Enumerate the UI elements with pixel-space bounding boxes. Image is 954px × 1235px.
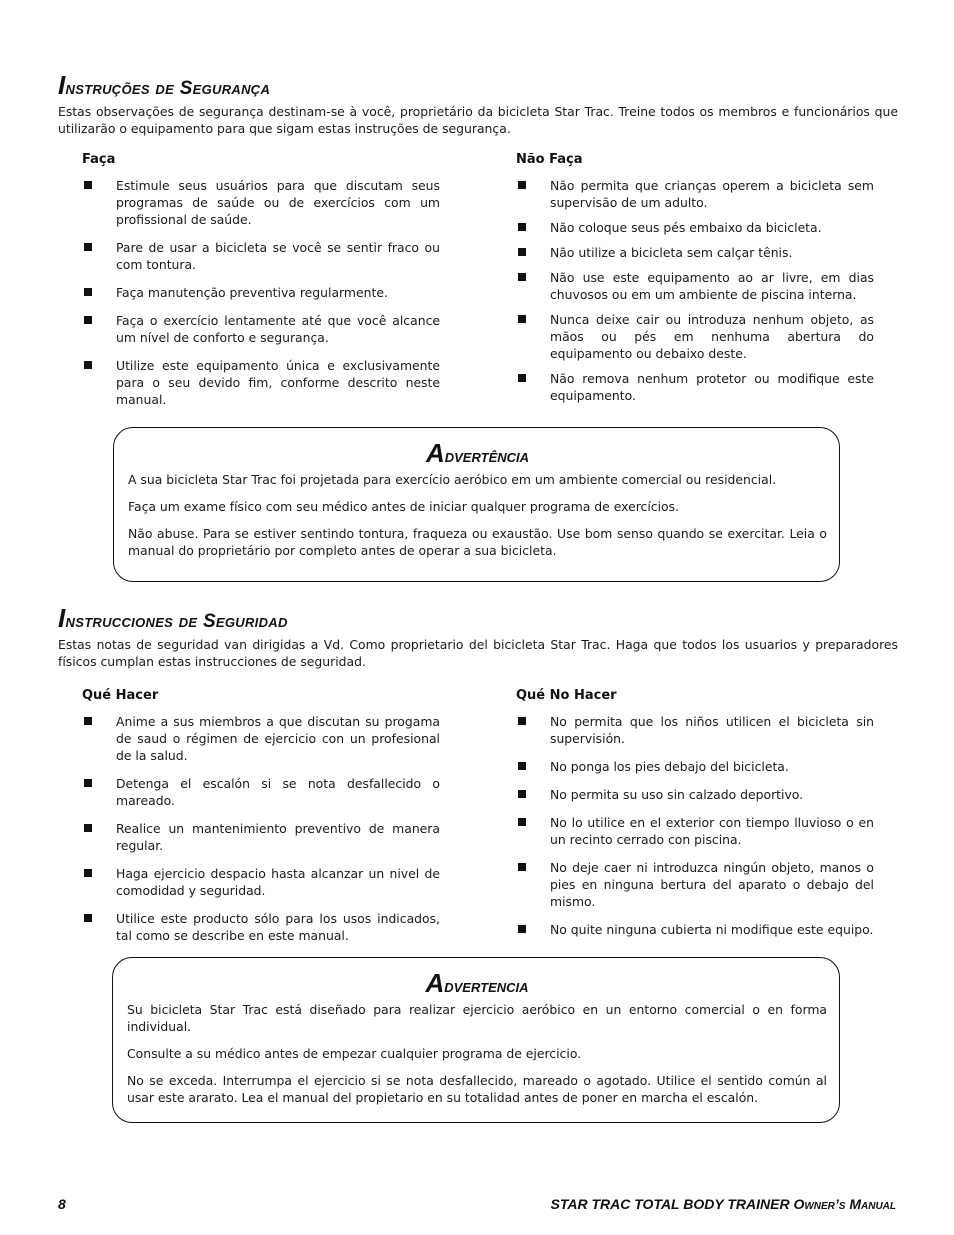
list-item: No quite ninguna cubierta ni modifique este equipo. bbox=[492, 921, 874, 938]
square-bullet-icon bbox=[84, 914, 92, 922]
list-item: Detenga el escalón si se nota desfallecido o mareado. bbox=[58, 775, 440, 809]
pt-dont-heading: Não Faça bbox=[516, 152, 583, 167]
pt-do-heading: Faça bbox=[82, 152, 116, 167]
square-bullet-icon bbox=[84, 243, 92, 251]
square-bullet-icon bbox=[518, 374, 526, 382]
square-bullet-icon bbox=[518, 223, 526, 231]
square-bullet-icon bbox=[84, 779, 92, 787]
es-warning-box bbox=[112, 957, 840, 1123]
list-item: Não coloque seus pés embaixo da bicicleta. bbox=[492, 219, 874, 236]
list-item: Faça o exercício lentamente até que você alcance um nível de conforto e segurança. bbox=[58, 312, 440, 346]
square-bullet-icon bbox=[84, 717, 92, 725]
list-item: No permita su uso sin calzado deportivo. bbox=[492, 786, 874, 803]
square-bullet-icon bbox=[518, 248, 526, 256]
list-item: Nunca deixe cair ou introduza nenhum objeto, as mãos ou pés em nenhuma abertura do equipamento ou debaixo deste. bbox=[492, 311, 874, 362]
list-item: No ponga los pies debajo del bicicleta. bbox=[492, 758, 874, 775]
manual-title: STAR TRAC TOTAL BODY TRAINER Owner’s Manual bbox=[550, 1196, 896, 1212]
es-warning-paragraph: Su bicicleta Star Trac está diseñado para realizar ejercicio aeróbico en un entorno comercial o en forma individual. bbox=[127, 1002, 827, 1034]
pt-warning-paragraph: Faça um exame físico com seu médico antes de iniciar qualquer programa de exercícios. bbox=[128, 499, 680, 514]
square-bullet-icon bbox=[84, 181, 92, 189]
pt-intro: Estas observações de segurança destinam-se à você, proprietário da bicicleta Star Trac. Treine todos os membros e funcionários que utilizarão o equipamento para que sigam estas instruções de segurança. bbox=[58, 104, 898, 136]
list-item: Realice un mantenimiento preventivo de manera regular. bbox=[58, 820, 440, 854]
square-bullet-icon bbox=[518, 790, 526, 798]
list-item: Utilize este equipamento única e exclusivamente para o seu devido fim, conforme descrito neste manual. bbox=[58, 357, 440, 408]
pt-warning-title: Advertência bbox=[425, 438, 530, 468]
es-do-heading: Qué Hacer bbox=[82, 688, 159, 703]
es-do-column bbox=[58, 688, 440, 955]
pt-dont-column bbox=[492, 152, 874, 412]
es-section-title: Instrucciones de Seguridad bbox=[58, 603, 288, 633]
list-item: No permita que los niños utilicen el bicicleta sin supervisión. bbox=[492, 713, 874, 747]
square-bullet-icon bbox=[518, 818, 526, 826]
es-warning-title: Advertencia bbox=[425, 968, 529, 998]
square-bullet-icon bbox=[518, 925, 526, 933]
square-bullet-icon bbox=[518, 717, 526, 725]
list-item: Não permita que crianças operem a bicicleta sem supervisão de um adulto. bbox=[492, 177, 874, 211]
list-item: Estimule seus usuários para que discutam seus programas de saúde ou de exercícios com um profissional de saúde. bbox=[58, 177, 440, 228]
pt-section-title: Instruções de Segurança bbox=[58, 70, 271, 100]
square-bullet-icon bbox=[518, 181, 526, 189]
page-number: 8 bbox=[58, 1196, 66, 1212]
es-warning-paragraph: Consulte a su médico antes de empezar cualquier programa de ejercicio. bbox=[127, 1046, 582, 1061]
es-warning-paragraph: No se exceda. Interrumpa el ejercicio si se nota desfallecido, mareado o agotado. Utilice el sentido común al usar este ararato. Lea el manual del propietario en su totalidad antes de poner en marcha el escalón. bbox=[127, 1073, 827, 1105]
square-bullet-icon bbox=[518, 273, 526, 281]
list-item: Faça manutenção preventiva regularmente. bbox=[58, 284, 440, 301]
list-item: No lo utilice en el exterior con tiempo lluvioso o en un recinto cerrado con piscina. bbox=[492, 814, 874, 848]
list-item: Utilice este producto sólo para los usos indicados, tal como se describe en este manual. bbox=[58, 910, 440, 944]
list-item: Não use este equipamento ao ar livre, em dias chuvosos ou em um ambiente de piscina interna. bbox=[492, 269, 874, 303]
square-bullet-icon bbox=[84, 288, 92, 296]
list-item: Haga ejercicio despacio hasta alcanzar un nivel de comodidad y seguridad. bbox=[58, 865, 440, 899]
pt-warning-box bbox=[113, 427, 840, 582]
es-dont-heading: Qué No Hacer bbox=[516, 688, 617, 703]
list-item: Pare de usar a bicicleta se você se sentir fraco ou com tontura. bbox=[58, 239, 440, 273]
list-item: Anime a sus miembros a que discutan su progama de saud o régimen de ejercicio con un profesional de la salud. bbox=[58, 713, 440, 764]
list-item: Não utilize a bicicleta sem calçar tênis. bbox=[492, 244, 874, 261]
square-bullet-icon bbox=[518, 315, 526, 323]
pt-do-column bbox=[58, 152, 440, 419]
list-item: Não remova nenhum protetor ou modifique este equipamento. bbox=[492, 370, 874, 404]
es-dont-column bbox=[492, 688, 874, 949]
square-bullet-icon bbox=[84, 869, 92, 877]
list-item: No deje caer ni introduzca ningún objeto, manos o pies en ninguna bertura del aparato o debajo del mismo. bbox=[492, 859, 874, 910]
es-intro: Estas notas de seguridad van dirigidas a Vd. Como proprietario del bicicleta Star Trac. Haga que todos los usuarios y preparadores físicos cumplan estas instrucciones de seguridad. bbox=[58, 637, 898, 669]
square-bullet-icon bbox=[518, 863, 526, 871]
pt-warning-paragraph: Não abuse. Para se estiver sentindo tontura, fraqueza ou exaustão. Use bom senso quando se exercitar. Leia o manual do proprietário por completo antes de operar a sua bicicleta. bbox=[128, 526, 827, 558]
square-bullet-icon bbox=[518, 762, 526, 770]
square-bullet-icon bbox=[84, 316, 92, 324]
pt-warning-paragraph: A sua bicicleta Star Trac foi projetada para exercício aeróbico em um ambiente comercial ou residencial. bbox=[128, 472, 777, 487]
square-bullet-icon bbox=[84, 824, 92, 832]
square-bullet-icon bbox=[84, 361, 92, 369]
